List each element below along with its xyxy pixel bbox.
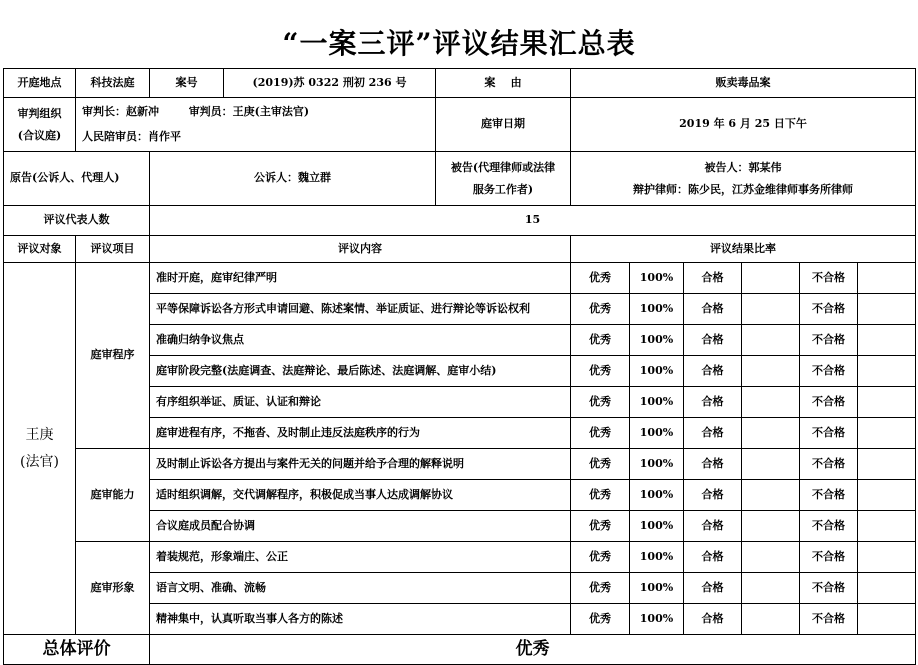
excellent-rate: 100% xyxy=(630,604,684,635)
item-group-name: 庭审能力 xyxy=(76,449,150,542)
excellent-label: 优秀 xyxy=(571,356,630,387)
fail-rate xyxy=(858,418,916,449)
column-result: 评议结果比率 xyxy=(571,236,916,263)
pass-rate xyxy=(742,604,800,635)
excellent-rate: 100% xyxy=(630,449,684,480)
item-content: 着装规范，形象端庄、公正 xyxy=(150,542,571,573)
table-row xyxy=(4,449,916,480)
pass-label: 合格 xyxy=(684,449,742,480)
excellent-label: 优秀 xyxy=(571,449,630,480)
fail-label: 不合格 xyxy=(800,387,858,418)
pass-label: 合格 xyxy=(684,356,742,387)
fail-rate xyxy=(858,542,916,573)
overall-value: 优秀 xyxy=(150,635,916,665)
fail-rate xyxy=(858,573,916,604)
pass-rate xyxy=(742,356,800,387)
excellent-label: 优秀 xyxy=(571,418,630,449)
subject-name: 王庚 xyxy=(25,426,54,443)
pass-rate xyxy=(742,542,800,573)
excellent-rate: 100% xyxy=(630,418,684,449)
excellent-rate: 100% xyxy=(630,573,684,604)
excellent-rate: 100% xyxy=(630,356,684,387)
excellent-rate: 100% xyxy=(630,387,684,418)
item-content: 语言文明、准确、流畅 xyxy=(150,573,571,604)
column-item: 评议项目 xyxy=(76,236,150,263)
defendant-value: 被告人：郭某伟 xyxy=(704,160,782,174)
item-content: 合议庭成员配合协调 xyxy=(150,511,571,542)
fail-rate xyxy=(858,480,916,511)
column-content: 评议内容 xyxy=(150,236,571,263)
cause-value: 贩卖毒品案 xyxy=(571,69,916,98)
judge: 审判员：王庚(主审法官) xyxy=(188,104,310,118)
pass-label: 合格 xyxy=(684,294,742,325)
excellent-rate: 100% xyxy=(630,480,684,511)
cause-label: 案 由 xyxy=(436,69,571,98)
excellent-label: 优秀 xyxy=(571,480,630,511)
excellent-rate: 100% xyxy=(630,263,684,294)
panel-members xyxy=(76,98,436,152)
defense-value: 辩护律师：陈少民，江苏金维律师事务所律师 xyxy=(633,182,854,196)
excellent-label: 优秀 xyxy=(571,263,630,294)
fail-label: 不合格 xyxy=(800,356,858,387)
fail-label: 不合格 xyxy=(800,325,858,356)
fail-rate xyxy=(858,294,916,325)
defendant-label-line1: 被告(代理律师或法律 xyxy=(450,160,556,174)
case-no-label: 案号 xyxy=(150,69,224,98)
panel-row xyxy=(4,98,916,152)
case-no-value: (2019)苏 0322 刑初 236 号 xyxy=(224,69,436,98)
panel-label-line1: 审判组织 xyxy=(17,106,62,120)
excellent-label: 优秀 xyxy=(571,511,630,542)
fail-rate xyxy=(858,356,916,387)
pass-rate xyxy=(742,325,800,356)
fail-rate xyxy=(858,325,916,356)
item-group-name: 庭审程序 xyxy=(76,263,150,449)
chief-judge: 审判长：赵新冲 xyxy=(82,104,159,118)
pass-rate xyxy=(742,418,800,449)
excellent-rate: 100% xyxy=(630,325,684,356)
pass-label: 合格 xyxy=(684,480,742,511)
fail-rate xyxy=(858,263,916,294)
column-object: 评议对象 xyxy=(4,236,76,263)
pass-rate xyxy=(742,573,800,604)
fail-rate xyxy=(858,604,916,635)
item-content: 准确归纳争议焦点 xyxy=(150,325,571,356)
pass-rate xyxy=(742,511,800,542)
pass-label: 合格 xyxy=(684,418,742,449)
pass-rate xyxy=(742,449,800,480)
parties-row xyxy=(4,152,916,206)
pass-label: 合格 xyxy=(684,573,742,604)
pass-label: 合格 xyxy=(684,542,742,573)
overall-label: 总体评价 xyxy=(4,635,150,665)
fail-rate xyxy=(858,511,916,542)
item-content: 及时制止诉讼各方提出与案件无关的问题并给予合理的解释说明 xyxy=(150,449,571,480)
pass-rate xyxy=(742,263,800,294)
fail-label: 不合格 xyxy=(800,294,858,325)
excellent-label: 优秀 xyxy=(571,604,630,635)
panel-label-line2: (合议庭) xyxy=(17,128,62,142)
excellent-label: 优秀 xyxy=(571,542,630,573)
item-group-name: 庭审形象 xyxy=(76,542,150,635)
item-content: 准时开庭，庭审纪律严明 xyxy=(150,263,571,294)
excellent-rate: 100% xyxy=(630,542,684,573)
fail-label: 不合格 xyxy=(800,604,858,635)
fail-label: 不合格 xyxy=(800,418,858,449)
evaluation-table xyxy=(3,68,916,665)
pass-label: 合格 xyxy=(684,511,742,542)
defendant-info xyxy=(571,152,916,206)
pass-rate xyxy=(742,480,800,511)
pass-rate xyxy=(742,294,800,325)
fail-label: 不合格 xyxy=(800,449,858,480)
location-value: 科技法庭 xyxy=(76,69,150,98)
plaintiff-label: 原告(公诉人、代理人) xyxy=(4,152,150,206)
assessor: 人民陪审员：肖作平 xyxy=(82,129,181,143)
item-content: 平等保障诉讼各方形式申请回避、陈述案情、举证质证、进行辩论等诉讼权利 xyxy=(150,294,571,325)
excellent-label: 优秀 xyxy=(571,573,630,604)
reviewers-row xyxy=(4,206,916,236)
item-content: 有序组织举证、质证、认证和辩论 xyxy=(150,387,571,418)
item-content: 庭审阶段完整(法庭调查、法庭辩论、最后陈述、法庭调解、庭审小结) xyxy=(150,356,571,387)
fail-rate xyxy=(858,387,916,418)
fail-label: 不合格 xyxy=(800,542,858,573)
header-row xyxy=(4,69,916,98)
columns-row xyxy=(4,236,916,263)
pass-rate xyxy=(742,387,800,418)
table-row xyxy=(4,263,916,294)
fail-rate xyxy=(858,449,916,480)
date-label: 庭审日期 xyxy=(436,98,571,152)
reviewers-label: 评议代表人数 xyxy=(4,206,150,236)
defendant-label-line2: 服务工作者) xyxy=(472,182,534,196)
overall-row xyxy=(4,635,916,665)
excellent-label: 优秀 xyxy=(571,387,630,418)
excellent-label: 优秀 xyxy=(571,325,630,356)
plaintiff-value: 公诉人：魏立群 xyxy=(150,152,436,206)
fail-label: 不合格 xyxy=(800,573,858,604)
fail-label: 不合格 xyxy=(800,511,858,542)
fail-label: 不合格 xyxy=(800,263,858,294)
item-content: 庭审进程有序，不拖沓、及时制止违反法庭秩序的行为 xyxy=(150,418,571,449)
subject-cell xyxy=(4,263,76,635)
excellent-rate: 100% xyxy=(630,511,684,542)
item-content: 适时组织调解，交代调解程序，积极促成当事人达成调解协议 xyxy=(150,480,571,511)
item-content: 精神集中，认真听取当事人各方的陈述 xyxy=(150,604,571,635)
reviewers-value: 15 xyxy=(150,206,916,236)
panel-label xyxy=(4,98,76,152)
document-title: “一案三评”评议结果汇总表 xyxy=(282,27,636,60)
table-row xyxy=(4,542,916,573)
pass-label: 合格 xyxy=(684,263,742,294)
date-value: 2019 年 6 月 25 日下午 xyxy=(571,98,916,152)
location-label: 开庭地点 xyxy=(4,69,76,98)
excellent-label: 优秀 xyxy=(571,294,630,325)
excellent-rate: 100% xyxy=(630,294,684,325)
defendant-label xyxy=(436,152,571,206)
fail-label: 不合格 xyxy=(800,480,858,511)
subject-role: (法官) xyxy=(20,453,59,470)
pass-label: 合格 xyxy=(684,325,742,356)
pass-label: 合格 xyxy=(684,387,742,418)
pass-label: 合格 xyxy=(684,604,742,635)
